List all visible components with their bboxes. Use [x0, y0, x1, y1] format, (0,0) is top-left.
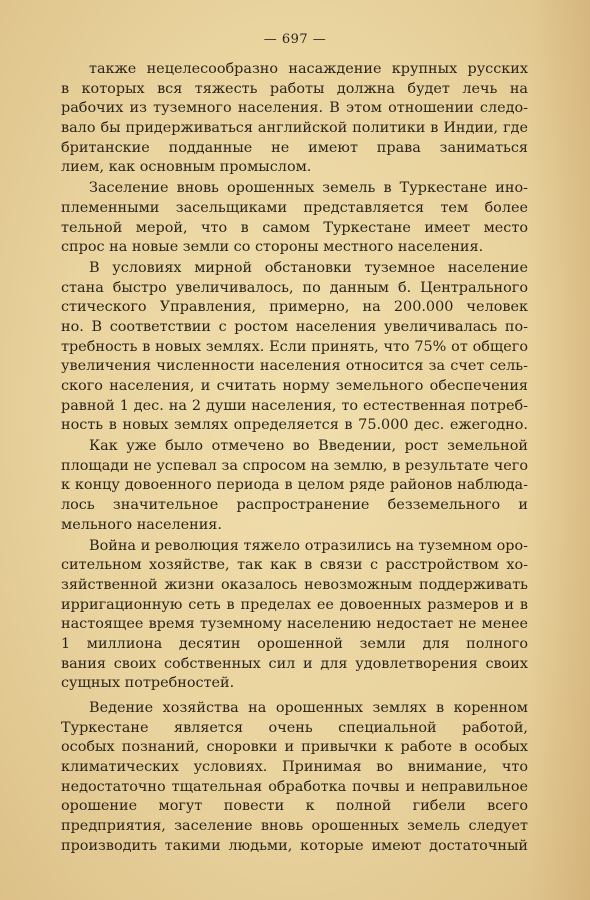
page-edge-shadow — [530, 0, 590, 900]
text-line: Война и революция тяжело отразились на туземном оро- — [89, 537, 528, 554]
text-line: орошение могут повести к полной гибели всего — [61, 798, 528, 815]
paragraph — [61, 60, 528, 178]
text-line: спрос на новые земли со стороны местного населения. — [61, 239, 484, 256]
text-line: тельной мерой, что в самом Туркестане имеет место — [61, 219, 528, 236]
text-line: Туркестане является очень специальной работой, — [61, 719, 528, 736]
text-line: к концу довоенного периода в целом ряде районов наблюда- — [61, 477, 528, 494]
text-line: ского населения, и считать норму земельного обеспечения — [61, 378, 528, 394]
page-number: — 697 — — [263, 32, 327, 47]
text-line: Ведение хозяйства на орошенных землях в коренном — [89, 700, 528, 716]
paragraph — [61, 699, 528, 857]
text-line: требность в новых землях. Если принять, что 75% от общего — [61, 338, 528, 355]
text-line: зяйственной жизни оказалось невозможным поддерживать — [61, 576, 528, 593]
text-line: В условиях мирной обстановки туземное население — [89, 259, 528, 276]
text-line: лием, как основным промыслом. — [61, 159, 312, 176]
text-line: сущных потребностей. — [61, 675, 235, 692]
text-line: климатических условиях. Принимая во внимание, что — [61, 759, 528, 776]
text-line: стана быстро увеличивалось, по данным б. Центрального — [61, 279, 528, 296]
text-line: вания своих собственных сил и для удовлетворения своих — [61, 655, 528, 672]
text-line: стического Управления, примерно, на 200.000 человек — [61, 299, 528, 316]
text-line: рабочих из туземного населения. В этом отношении следо- — [61, 100, 528, 117]
text-line: лось значительное распространение безземельного и — [61, 497, 528, 514]
text-line: Как уже было отмечено во Введении, рост земельной — [89, 438, 528, 455]
text-line: производить такими людьми, которые имеют достаточный — [61, 837, 528, 854]
text-line: также нецелесообразно насаждение крупных русских — [89, 61, 528, 77]
text-line: настоящее время туземному населению недостает не менее — [61, 616, 528, 633]
text-line: британские подданные не имеют права заниматься — [61, 139, 528, 156]
text-line: площади не успевал за спросом на землю, в результате чего — [61, 457, 528, 474]
text-line: равной 1 дес. на 2 души населения, то естественная потреб- — [61, 397, 528, 414]
paragraph — [61, 437, 528, 535]
body-text — [61, 60, 528, 858]
text-line: ирригационную сеть в пределах ее довоенных размеров и в — [61, 596, 528, 613]
text-line: особых познаний, сноровки и привычки к работе в особых — [61, 739, 528, 756]
text-line: увеличения численности населения относится за счет сель- — [61, 358, 528, 375]
text-line: недостаточно тщательная обработка почвы и неправильное — [61, 778, 528, 795]
text-line: сительном хозяйстве, так как в связи с расстройством хо- — [61, 557, 528, 574]
text-line: 1 миллиона десятин орошенной земли для полного — [61, 635, 528, 652]
paragraph — [61, 537, 528, 695]
text-line: вало бы придерживаться английской политики в Индии, где — [61, 120, 528, 137]
text-line: Заселение вновь орошенных земель в Туркестане ино- — [89, 180, 528, 197]
text-line: мельного населения. — [61, 516, 222, 533]
paragraph — [61, 179, 528, 258]
text-line: племенными засельщиками представляется тем более — [61, 199, 528, 216]
text-line: но. В соответствии с ростом населения увеличивалась по- — [61, 318, 528, 335]
paragraph — [61, 259, 528, 436]
text-line: в которых вся тяжесть работы должна будет лечь на — [61, 80, 528, 97]
text-line: предприятия, заселение вновь орошенных земель следует — [61, 818, 528, 835]
text-line: ность в новых землях определяется в 75.000 дес. ежегодно. — [61, 417, 528, 434]
